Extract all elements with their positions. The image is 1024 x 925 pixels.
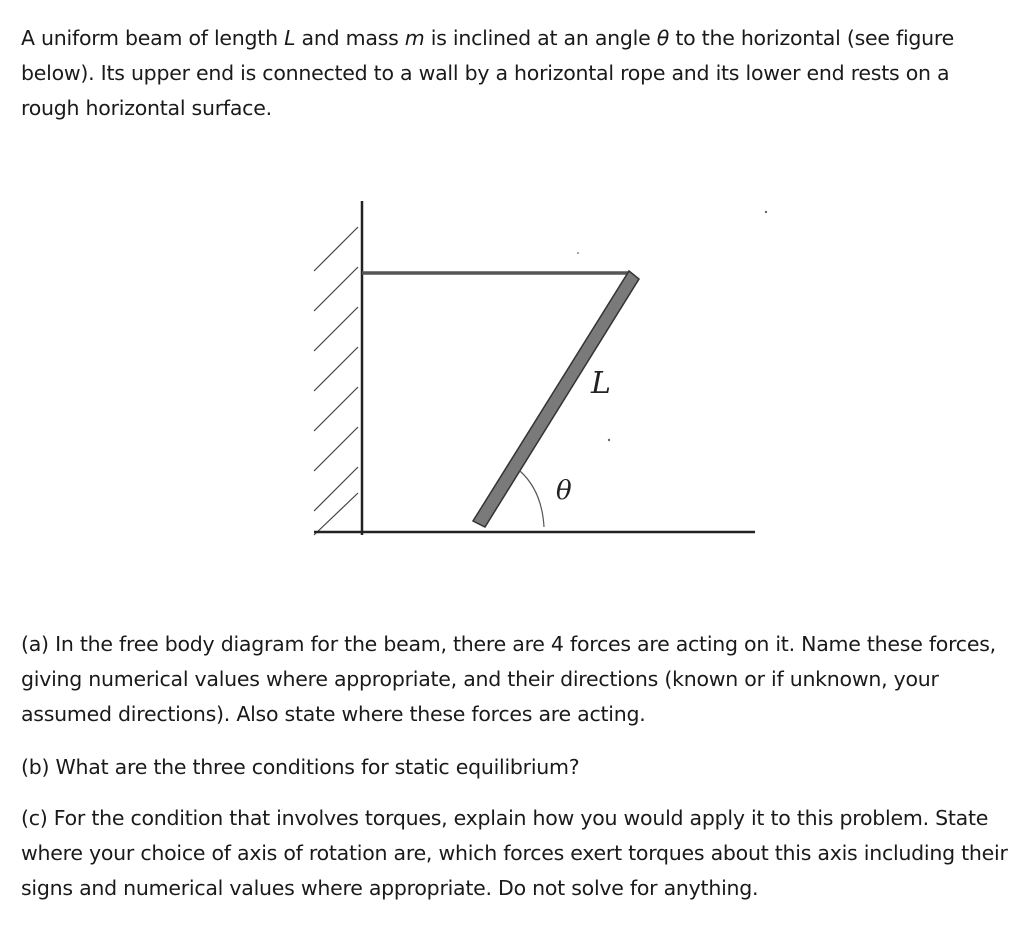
length-label: L bbox=[591, 366, 611, 401]
speck-dot bbox=[577, 252, 579, 254]
angle-arc bbox=[520, 471, 544, 527]
question-a: (a) In the free body diagram for the beam, there are 4 forces are acting on it. Name these forces, giving numerical values where appropriate, and their directions (known or if unknown, your assumed directions). Also state where these forces are acting. bbox=[21, 632, 996, 726]
intro-text-3: is inclined at an angle bbox=[424, 26, 657, 50]
intro-text-1: A uniform beam of length bbox=[21, 26, 285, 50]
angle-label: θ bbox=[556, 476, 572, 506]
beam-diagram bbox=[300, 195, 770, 545]
angle-variable: θ bbox=[656, 26, 670, 50]
intro-text-4: to the horizontal (see figure below). Its upper end is connected to a wall by a horizontal rope and its lower end rests on a rough horizontal surface. bbox=[21, 26, 955, 120]
mass-variable: m bbox=[404, 26, 425, 50]
speck-dot bbox=[765, 211, 767, 213]
question-b: (b) What are the three conditions for static equilibrium? bbox=[21, 755, 580, 779]
speck-dot bbox=[608, 439, 610, 441]
problem-statement bbox=[21, 21, 1011, 126]
question-c: (c) For the condition that involves torques, explain how you would apply it to this problem. State where your choice of axis of rotation are, which forces exert torques about this axis including their signs and numerical values where appropriate. Do not solve for anything. bbox=[21, 806, 1008, 900]
intro-text-2: and mass bbox=[295, 26, 405, 50]
length-variable: L bbox=[284, 26, 296, 50]
wall-hatching bbox=[314, 227, 358, 535]
